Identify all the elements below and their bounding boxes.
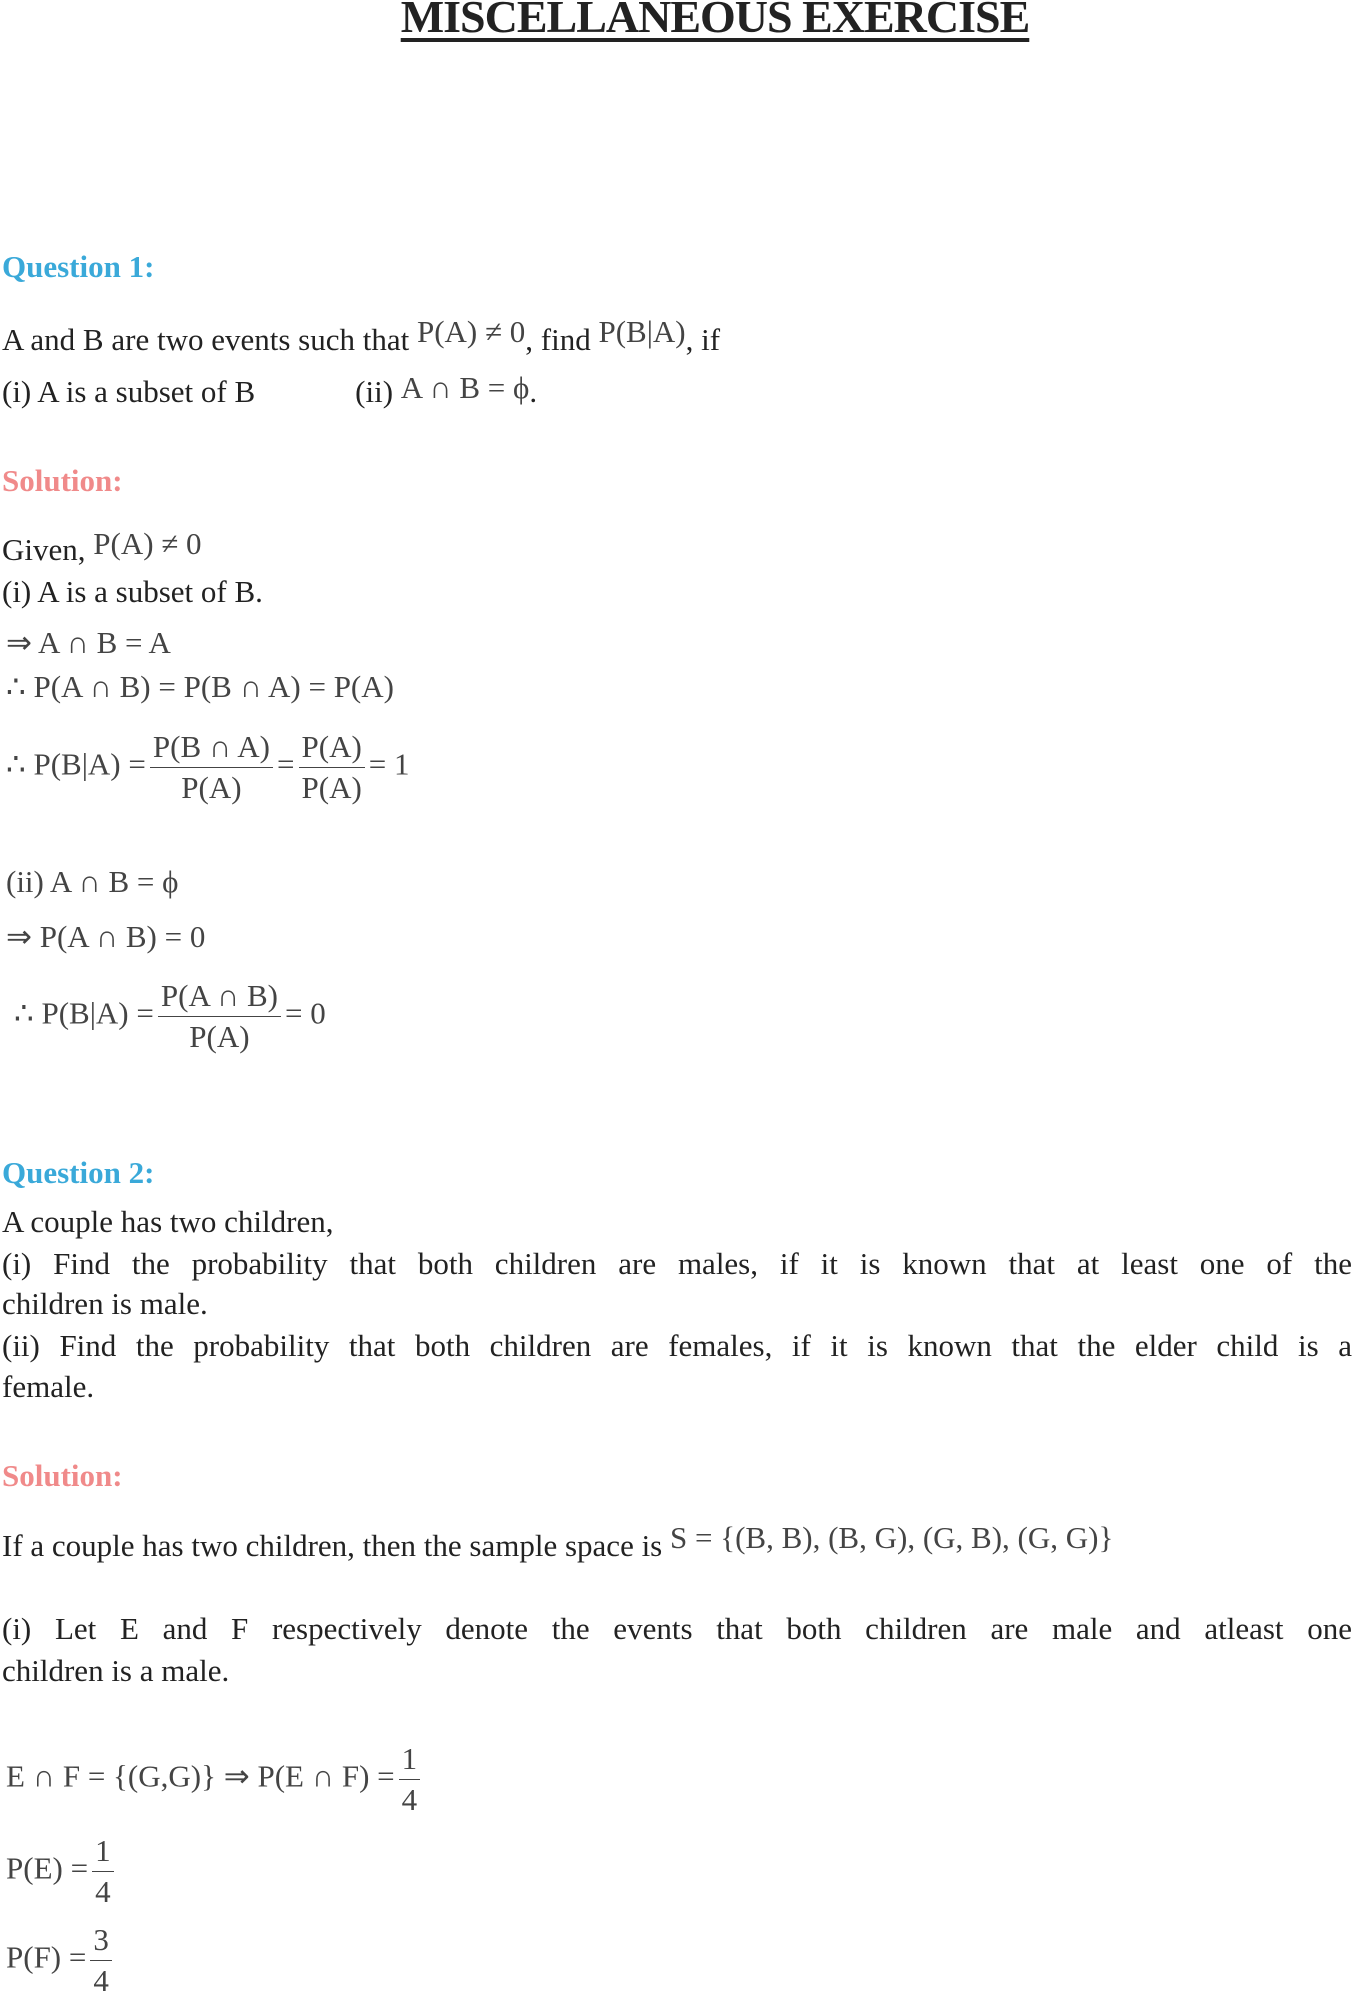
lhs: E ∩ F = {(G,G)} ⇒ P(E ∩ F) = [6, 1758, 395, 1794]
numerator: 3 [90, 1920, 112, 1961]
step-2: ∴ P(A ∩ B) = P(B ∩ A) = P(A) [6, 669, 394, 704]
numerator: P(A ∩ B) [158, 976, 281, 1017]
denominator: P(A) [189, 1019, 250, 1054]
fraction [299, 727, 365, 808]
q2-line: (i) Find the probability that both children are males, if it is known that at least one of the [2, 1246, 1352, 1281]
result: = 1 [368, 746, 410, 782]
part-i: (i) A is a subset of B. [2, 574, 263, 609]
title-text: MISCELLANEOUS EXERCISE [400, 0, 1030, 42]
step-4: ⇒ P(A ∩ B) = 0 [6, 919, 206, 954]
q1-parts [2, 372, 537, 412]
q2-line: female. [2, 1369, 95, 1404]
given-line [2, 526, 202, 570]
numerator: P(A) [299, 727, 365, 768]
result: = 0 [285, 995, 326, 1031]
text: , if [685, 322, 721, 357]
math: P(A) ≠ 0 [93, 526, 202, 561]
math: P(B|A) [598, 314, 686, 349]
text: (ii) [355, 374, 401, 409]
denominator: 4 [401, 1782, 418, 1817]
math: S = {(B, B), (B, G), (G, B), (G, G)} [670, 1520, 1114, 1555]
q2-line: A couple has two children, [2, 1204, 334, 1239]
step-3 [6, 727, 410, 808]
fraction [150, 727, 273, 808]
text: (i) A is a subset of B [2, 374, 256, 409]
numerator: P(B ∩ A) [150, 727, 273, 768]
fraction [399, 1739, 421, 1820]
q2-line: (ii) Find the probability that both children are females, if it is known that the elder child is a [2, 1328, 1352, 1363]
lhs: P(E) = [6, 1850, 89, 1886]
page-title [0, 0, 1354, 43]
lhs: ∴ P(B|A) = [6, 746, 146, 782]
text: If a couple has two children, then the sample space is [2, 1528, 670, 1563]
eq-1 [6, 1739, 424, 1820]
part-i-text: (i) Let E and F respectively denote the events that both children are male and atleast one [2, 1611, 1352, 1646]
sample-space-line [2, 1520, 1114, 1566]
eq-3 [6, 1920, 116, 2001]
q1-statement [2, 314, 721, 360]
text: . [529, 374, 538, 409]
denominator: 4 [95, 1874, 111, 1909]
solution-2-heading: Solution: [2, 1458, 123, 1493]
step-1: ⇒ A ∩ B = A [6, 625, 171, 660]
lhs: P(F) = [6, 1939, 87, 1975]
fraction [92, 1831, 114, 1912]
question-1-heading: Question 1: [2, 249, 155, 284]
numerator: 1 [92, 1831, 114, 1872]
part-ii: (ii) A ∩ B = ϕ [6, 864, 179, 899]
q2-line: children is male. [2, 1286, 208, 1321]
eq-2 [6, 1831, 118, 1912]
fraction [158, 976, 281, 1057]
numerator: 1 [399, 1739, 421, 1780]
math: P(A) ≠ 0 [416, 314, 526, 349]
denominator: 4 [93, 1963, 109, 1998]
part-i-text: children is a male. [2, 1653, 230, 1688]
text: A and B are two events such that [2, 322, 417, 357]
denominator: P(A) [181, 770, 242, 805]
solution-1-heading: Solution: [2, 463, 123, 498]
fraction [90, 1920, 112, 2001]
text: Given, [2, 532, 94, 567]
lhs: ∴ P(B|A) = [14, 995, 154, 1031]
text: , find [525, 322, 599, 357]
math: A ∩ B = ϕ [400, 370, 530, 405]
step-5 [14, 976, 326, 1057]
denominator: P(A) [301, 770, 362, 805]
question-2-heading: Question 2: [2, 1155, 155, 1190]
equals: = [277, 746, 295, 782]
